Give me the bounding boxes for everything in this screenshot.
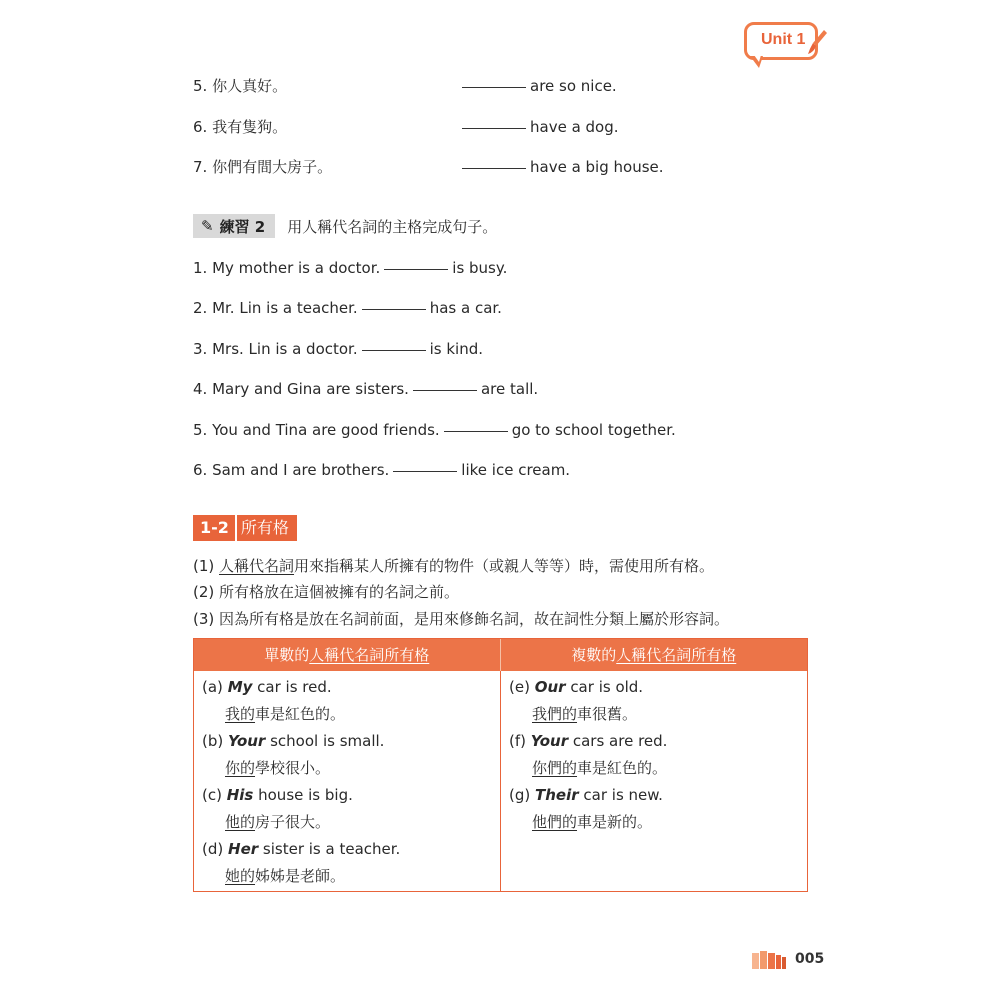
example-zh-text: 車是紅色的。 bbox=[577, 759, 668, 777]
exercise-en-text: are so nice. bbox=[530, 77, 617, 95]
example-zh bbox=[532, 812, 652, 832]
possessive-zh: 她的 bbox=[225, 867, 256, 885]
answer-blank[interactable] bbox=[384, 269, 448, 270]
possessive-zh: 他們的 bbox=[532, 813, 578, 831]
table-header bbox=[194, 639, 807, 671]
exercise-en-text: have a big house. bbox=[530, 158, 664, 176]
item-text: like ice cream. bbox=[461, 461, 571, 479]
exercise-en bbox=[462, 76, 617, 96]
unit-label: Unit 1 bbox=[761, 31, 806, 48]
section-title: 所有格 bbox=[235, 515, 297, 541]
note-text: 所有格放在這個被擁有的名詞之前。 bbox=[219, 583, 460, 601]
example-zh bbox=[532, 704, 637, 724]
practice-item bbox=[193, 379, 538, 399]
answer-blank[interactable] bbox=[362, 350, 426, 351]
item-text: 2. Mr. Lin is a teacher. bbox=[193, 299, 358, 317]
example-label: (d) bbox=[202, 840, 224, 858]
possessive-word: His bbox=[226, 786, 254, 804]
example-zh-text: 姊姊是老師。 bbox=[255, 867, 346, 885]
exercise-en bbox=[462, 157, 664, 177]
example-text: cars are red. bbox=[568, 732, 668, 750]
example-label: (f) bbox=[509, 732, 526, 750]
exercise-en-text: have a dog. bbox=[530, 118, 619, 136]
example-zh-text: 學校很小。 bbox=[255, 759, 331, 777]
possessive-zh: 你的 bbox=[225, 759, 256, 777]
practice-item bbox=[193, 420, 676, 440]
practice-item bbox=[193, 298, 502, 318]
exercise-zh: 5. 你人真好。 bbox=[193, 77, 288, 95]
note-text: 用來指稱某人所擁有的物件（或親人等等）時，需使用所有格。 bbox=[294, 557, 715, 575]
column-divider bbox=[500, 671, 501, 891]
possessive-zh: 我們的 bbox=[532, 705, 578, 723]
example-zh-text: 車是新的。 bbox=[577, 813, 653, 831]
example-label: (a) bbox=[202, 678, 223, 696]
item-text: is busy. bbox=[452, 259, 508, 277]
example-zh bbox=[225, 812, 330, 832]
note-prefix: (3) bbox=[193, 610, 220, 628]
possessive-word: Your bbox=[228, 732, 266, 750]
section-header bbox=[193, 515, 297, 541]
page-number: 005 bbox=[795, 951, 825, 967]
item-text: 4. Mary and Gina are sisters. bbox=[193, 380, 409, 398]
practice-item bbox=[193, 460, 570, 480]
books-icon bbox=[752, 951, 790, 969]
possessive-word: Her bbox=[228, 840, 259, 858]
answer-blank[interactable] bbox=[462, 128, 526, 129]
example-text: school is small. bbox=[265, 732, 385, 750]
answer-blank[interactable] bbox=[413, 390, 477, 391]
example-zh bbox=[225, 758, 330, 778]
example-label: (c) bbox=[202, 786, 222, 804]
item-text: 6. Sam and I are brothers. bbox=[193, 461, 390, 479]
example-text: car is new. bbox=[578, 786, 663, 804]
example-label: (b) bbox=[202, 732, 224, 750]
item-text: go to school together. bbox=[511, 421, 676, 439]
header-plural bbox=[501, 639, 808, 671]
exercise-en bbox=[462, 117, 619, 137]
possessive-zh: 他的 bbox=[225, 813, 256, 831]
item-text: 3. Mrs. Lin is a doctor. bbox=[193, 340, 358, 358]
example-en bbox=[202, 677, 332, 697]
example-label: (e) bbox=[509, 678, 530, 696]
example-zh bbox=[532, 758, 667, 778]
possessive-zh: 我的 bbox=[225, 705, 256, 723]
header-pre: 複數的 bbox=[571, 646, 617, 664]
practice-item bbox=[193, 339, 483, 359]
example-en bbox=[202, 785, 353, 805]
item-text: is kind. bbox=[429, 340, 484, 358]
note-term: 人稱代名詞 bbox=[219, 557, 295, 575]
example-zh bbox=[225, 704, 345, 724]
note-text: 因為所有格是放在名詞前面，是用來修飾名詞，故在詞性分類上屬於形容詞。 bbox=[219, 610, 730, 628]
header-term: 人稱代名詞所有格 bbox=[309, 646, 430, 664]
example-text: car is old. bbox=[565, 678, 644, 696]
example-en bbox=[509, 731, 667, 751]
example-en bbox=[202, 839, 400, 859]
example-en bbox=[509, 785, 663, 805]
possessive-word: Your bbox=[530, 732, 569, 750]
example-en bbox=[202, 731, 384, 751]
answer-blank[interactable] bbox=[462, 168, 526, 169]
note-line bbox=[193, 556, 714, 576]
answer-blank[interactable] bbox=[393, 471, 457, 472]
header-pre: 單數的 bbox=[264, 646, 310, 664]
example-en bbox=[509, 677, 643, 697]
example-zh-text: 車是紅色的。 bbox=[255, 705, 346, 723]
example-zh-text: 車很舊。 bbox=[577, 705, 638, 723]
note-prefix: (2) bbox=[193, 583, 220, 601]
paintbrush-icon bbox=[806, 28, 828, 58]
example-zh-text: 房子很大。 bbox=[255, 813, 331, 831]
badge-tail-inner bbox=[754, 55, 761, 62]
practice-item bbox=[193, 258, 507, 278]
answer-blank[interactable] bbox=[362, 309, 426, 310]
section-number: 1-2 bbox=[193, 515, 235, 541]
possessive-word: Our bbox=[534, 678, 566, 696]
example-label: (g) bbox=[509, 786, 531, 804]
possessive-word: Their bbox=[535, 786, 579, 804]
example-text: car is red. bbox=[252, 678, 332, 696]
practice-tag bbox=[193, 214, 275, 238]
note-prefix: (1) bbox=[193, 557, 220, 575]
practice-header bbox=[193, 214, 497, 238]
possessive-word: My bbox=[227, 678, 253, 696]
practice-title: 用人稱代名詞的主格完成句子。 bbox=[287, 217, 498, 236]
note-line bbox=[193, 582, 459, 602]
practice-tag-label: 練習 2 bbox=[219, 217, 266, 236]
pencil-icon: ✎ bbox=[201, 217, 214, 235]
answer-blank[interactable] bbox=[462, 87, 526, 88]
note-line bbox=[193, 609, 729, 629]
header-singular bbox=[194, 639, 501, 671]
possessive-table bbox=[193, 638, 808, 892]
example-zh bbox=[225, 866, 345, 886]
answer-blank[interactable] bbox=[444, 431, 508, 432]
item-text: 5. You and Tina are good friends. bbox=[193, 421, 440, 439]
header-term: 人稱代名詞所有格 bbox=[616, 646, 737, 664]
example-text: house is big. bbox=[253, 786, 353, 804]
possessive-zh: 你們的 bbox=[532, 759, 578, 777]
item-text: are tall. bbox=[480, 380, 539, 398]
item-text: 1. My mother is a doctor. bbox=[193, 259, 381, 277]
example-text: sister is a teacher. bbox=[258, 840, 401, 858]
exercise-zh: 6. 我有隻狗。 bbox=[193, 118, 288, 136]
item-text: has a car. bbox=[429, 299, 502, 317]
exercise-zh: 7. 你們有間大房子。 bbox=[193, 158, 333, 176]
